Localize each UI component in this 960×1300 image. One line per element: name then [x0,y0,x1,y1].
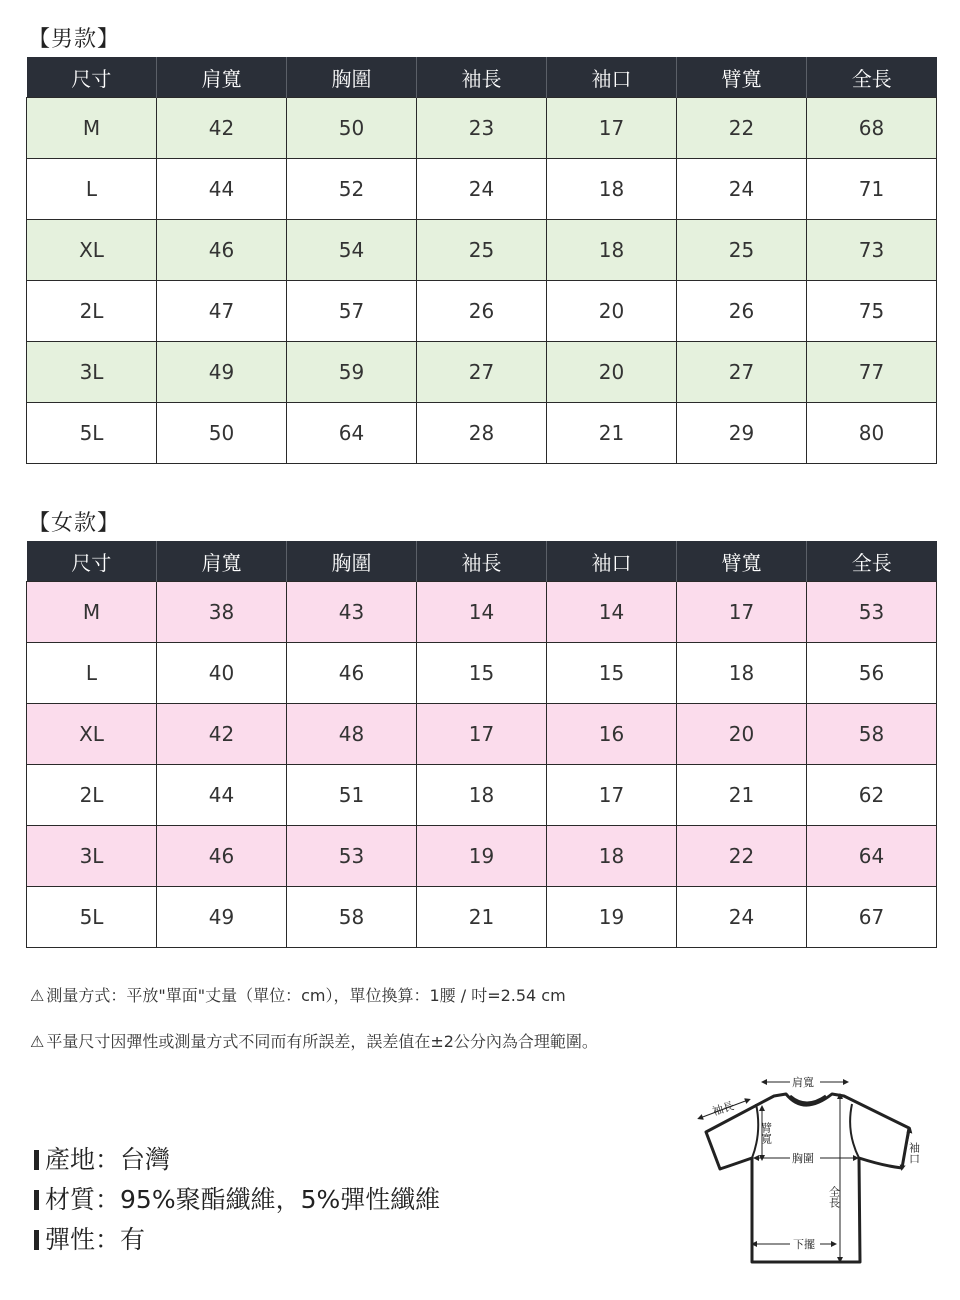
men-table-cell: 68 [807,98,937,159]
spec-label: 產地 [45,1145,96,1174]
label-arm-width: 臂寬 [759,1122,773,1144]
men-table-cell: 26 [417,281,547,342]
men-table-cell: 71 [807,159,937,220]
women-table-cell: 19 [547,887,677,948]
women-table-cell: 51 [287,765,417,826]
spec-elasticity: 彈性：有 [34,1220,145,1256]
label-sleeve-length: 袖長 [710,1099,736,1119]
women-table-cell: 18 [547,826,677,887]
women-table-cell: 49 [157,887,287,948]
women-table-cell: 64 [807,826,937,887]
women-table-cell: 56 [807,643,937,704]
women-header-cell: 袖口 [547,541,677,582]
men-table-cell: 42 [157,98,287,159]
men-header-cell: 臂寬 [677,57,807,98]
women-table-cell: 17 [677,582,807,643]
warning-icon: ⚠ [30,986,45,1005]
tshirt-measurement-diagram [694,1066,934,1270]
women-section-title: 【女款】 [28,511,121,536]
women-table-cell: 44 [157,765,287,826]
women-table-row [27,582,937,643]
men-table-cell: 29 [677,403,807,464]
men-table-cell: 49 [157,342,287,403]
women-table-cell: 46 [287,643,417,704]
women-size-table [26,541,937,948]
men-header-row [27,57,937,98]
men-section-title: 【男款】 [28,27,121,52]
women-table-cell: 58 [287,887,417,948]
men-table-cell: 20 [547,342,677,403]
women-table-cell: L [27,643,157,704]
men-table-cell: 73 [807,220,937,281]
women-table-row [27,643,937,704]
women-table-cell: 15 [547,643,677,704]
men-table-row [27,98,937,159]
men-table-cell: 64 [287,403,417,464]
men-table-cell: XL [27,220,157,281]
women-table-cell: 24 [677,887,807,948]
label-cuff: 袖口 [907,1142,921,1164]
men-table-cell: 27 [677,342,807,403]
measurement-note-text: 測量方式：平放"單面"丈量（單位：cm），單位換算：1腰 / 吋=2.54 cm [46,986,566,1005]
women-table-cell: 19 [417,826,547,887]
men-table-cell: 77 [807,342,937,403]
women-header-cell: 全長 [807,541,937,582]
men-table-cell: 26 [677,281,807,342]
men-table-row [27,403,937,464]
men-table-cell: 27 [417,342,547,403]
men-table-cell: 52 [287,159,417,220]
men-table-row [27,220,937,281]
tshirt-outline [706,1094,909,1262]
women-header-cell: 尺寸 [27,541,157,582]
women-table-cell: 17 [417,704,547,765]
men-table-cell: 21 [547,403,677,464]
men-table-cell: M [27,98,157,159]
label-hem: 下擺 [793,1238,815,1251]
men-table-cell: 24 [417,159,547,220]
measurement-note [30,983,566,1006]
women-table-cell: 67 [807,887,937,948]
men-table-cell: 54 [287,220,417,281]
warning-icon: ⚠ [30,1032,45,1051]
men-size-table [26,57,937,464]
men-table-cell: 18 [547,220,677,281]
women-table-cell: 62 [807,765,937,826]
women-header-cell: 肩寬 [157,541,287,582]
women-table-cell: 15 [417,643,547,704]
women-table-cell: 46 [157,826,287,887]
men-table-cell: L [27,159,157,220]
women-table-cell: 16 [547,704,677,765]
men-table-row [27,342,937,403]
spec-material: 材質：95%聚酯纖維，5%彈性纖維 [34,1180,440,1216]
men-header-cell: 全長 [807,57,937,98]
spec-value: 95%聚酯纖維，5%彈性纖維 [120,1185,441,1214]
men-table-cell: 20 [547,281,677,342]
women-table-cell: 5L [27,887,157,948]
women-table-cell: 3L [27,826,157,887]
women-table-cell: 2L [27,765,157,826]
women-table-cell: 53 [287,826,417,887]
women-table-cell: 42 [157,704,287,765]
men-table-cell: 2L [27,281,157,342]
tolerance-note-text: 平量尺寸因彈性或測量方式不同而有所誤差，誤差值在±2公分內為合理範圍。 [46,1032,598,1051]
men-header-cell: 袖長 [417,57,547,98]
women-table-cell: 20 [677,704,807,765]
bullet-bar [34,1150,39,1170]
women-table-cell: M [27,582,157,643]
men-table-row [27,281,937,342]
women-table-row [27,765,937,826]
spec-label: 彈性 [45,1225,96,1254]
women-table-cell: 21 [417,887,547,948]
women-table-row [27,704,937,765]
label-length: 全長 [827,1186,841,1208]
women-table-cell: 21 [677,765,807,826]
men-table-cell: 46 [157,220,287,281]
men-table-cell: 23 [417,98,547,159]
men-table-cell: 25 [417,220,547,281]
men-table-cell: 50 [157,403,287,464]
bullet-bar [34,1230,39,1250]
women-table-cell: 14 [417,582,547,643]
men-table-cell: 75 [807,281,937,342]
spec-label: 材質 [45,1185,96,1214]
women-header-cell: 臂寬 [677,541,807,582]
women-table-cell: 40 [157,643,287,704]
men-table-cell: 3L [27,342,157,403]
tolerance-note [30,1029,598,1052]
men-table-cell: 50 [287,98,417,159]
men-table-cell: 25 [677,220,807,281]
women-table-cell: 38 [157,582,287,643]
women-table-cell: 43 [287,582,417,643]
women-table-cell: 58 [807,704,937,765]
women-table-cell: 17 [547,765,677,826]
women-header-row [27,541,937,582]
women-table-cell: 22 [677,826,807,887]
women-table-row [27,887,937,948]
label-shoulder: 肩寬 [792,1076,814,1089]
men-header-cell: 袖口 [547,57,677,98]
women-table-cell: 18 [417,765,547,826]
men-header-cell: 胸圍 [287,57,417,98]
men-table-cell: 5L [27,403,157,464]
women-table-cell: 53 [807,582,937,643]
women-table-cell: XL [27,704,157,765]
men-table-cell: 28 [417,403,547,464]
women-table-cell: 48 [287,704,417,765]
men-table-cell: 44 [157,159,287,220]
men-table-cell: 59 [287,342,417,403]
men-table-cell: 17 [547,98,677,159]
spec-origin: 產地：台灣 [34,1140,170,1176]
bullet-bar [34,1190,39,1210]
label-chest: 胸圍 [792,1152,814,1165]
men-table-cell: 80 [807,403,937,464]
men-header-cell: 肩寬 [157,57,287,98]
men-table-cell: 22 [677,98,807,159]
men-table-cell: 24 [677,159,807,220]
men-table-row [27,159,937,220]
women-header-cell: 袖長 [417,541,547,582]
men-table-cell: 57 [287,281,417,342]
women-table-row [27,826,937,887]
men-header-cell: 尺寸 [27,57,157,98]
spec-value: 有 [120,1225,146,1254]
women-table-cell: 18 [677,643,807,704]
women-header-cell: 胸圍 [287,541,417,582]
spec-value: 台灣 [120,1145,171,1174]
men-table-cell: 18 [547,159,677,220]
men-table-cell: 47 [157,281,287,342]
women-table-cell: 14 [547,582,677,643]
